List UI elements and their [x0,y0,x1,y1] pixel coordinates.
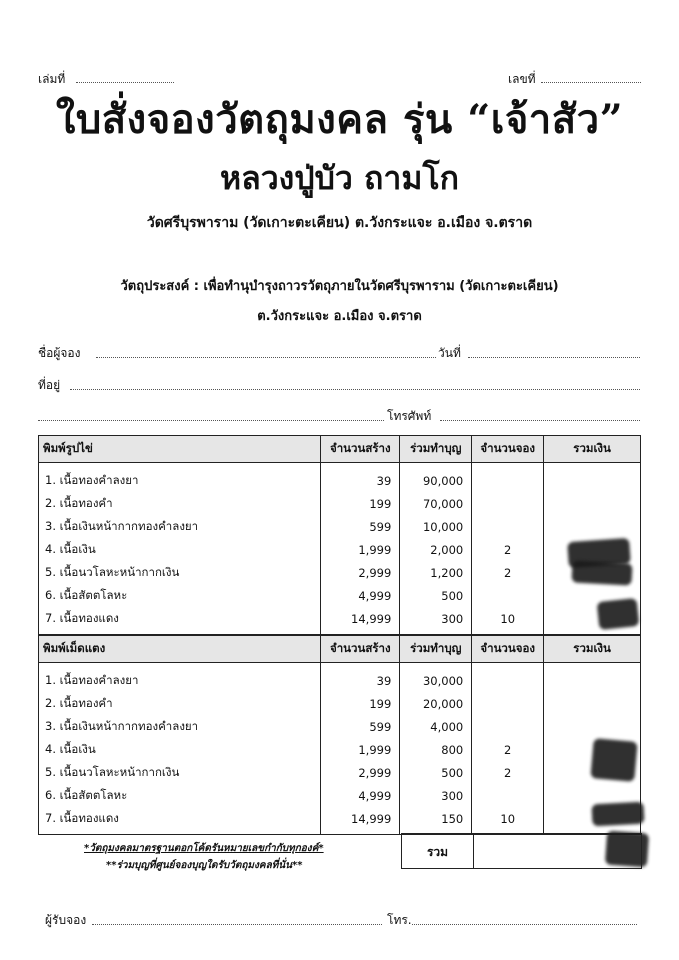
temple-address: วัดศรีบุรพาราม (วัดเกาะตะเคียน) ต.วังกระแจะ อ.เมือง จ.ตราด [146,215,533,231]
table-header-row [39,636,641,663]
row-total[interactable] [544,663,641,693]
col-total: รวมเงิน [544,436,641,463]
col-qty: จำนวนจอง [472,636,544,663]
made-count: 599 [321,515,400,538]
table-row [39,584,641,607]
divider [473,834,474,868]
item-name: 4. เนื้อเงิน [39,538,321,561]
table-row [39,492,641,515]
table-row [39,784,641,807]
row-total[interactable] [544,715,641,738]
address-label: ที่อยู่ [38,378,61,392]
table-row [39,515,641,538]
redaction-mark [571,560,632,585]
order-qty[interactable] [472,692,544,715]
made-count: 14,999 [321,607,400,635]
order-qty[interactable]: 2 [472,561,544,584]
table-row [39,807,641,835]
table-row [39,692,641,715]
made-count: 1,999 [321,738,400,761]
receiver-field[interactable] [92,924,382,925]
row-total[interactable] [544,492,641,515]
donation-amount: 300 [400,784,472,807]
donation-amount: 30,000 [400,663,472,693]
form-title: ใบสั่งจองวัตถุมงคล รุ่น “เจ้าสัว” [55,96,624,143]
made-count: 199 [321,692,400,715]
item-name: 7. เนื้อทองแดง [39,807,321,835]
note-pickup: **ร่วมบุญที่ศูนย์จองบุญใดรับวัตถุมงคลที่นั่น** [106,860,303,871]
col-model: พิมพ์เม็ดแตง [39,636,321,663]
made-count: 4,999 [321,584,400,607]
donation-amount: 90,000 [400,463,472,493]
donation-amount: 500 [400,761,472,784]
redaction-mark [590,738,637,782]
table-row [39,715,641,738]
item-name: 5. เนื้อนวโลหะหน้ากากเงิน [39,561,321,584]
order-qty[interactable]: 2 [472,761,544,784]
item-name: 2. เนื้อทองคำ [39,692,321,715]
date-label: วันที่ [438,346,461,360]
made-count: 4,999 [321,784,400,807]
table-row [39,463,641,493]
made-count: 2,999 [321,561,400,584]
donation-amount: 1,200 [400,561,472,584]
col-donate: ร่วมทำบุญ [400,436,472,463]
order-qty[interactable] [472,584,544,607]
melon-seed-model-table [38,635,641,835]
order-qty[interactable] [472,715,544,738]
book-number-field[interactable] [76,82,174,83]
row-total[interactable] [544,692,641,715]
order-qty[interactable]: 10 [472,607,544,635]
tel-label: โทร. [387,913,412,927]
table-row [39,538,641,561]
redaction-mark [597,598,640,630]
made-count: 14,999 [321,807,400,835]
table-row [39,561,641,584]
purpose-line-1: วัตถุประสงค์ : เพื่อทำนุบำรุงถาวรวัตถุภายในวัดศรีบุรพาราม (วัดเกาะตะเคียน) [120,279,559,294]
row-total[interactable] [544,463,641,493]
order-qty[interactable] [472,784,544,807]
table-row [39,663,641,693]
donation-amount: 2,000 [400,538,472,561]
table-row [39,761,641,784]
made-count: 39 [321,663,400,693]
name-label: ชื่อผู้จอง [38,346,81,360]
item-name: 6. เนื้อสัตตโลหะ [39,584,321,607]
made-count: 199 [321,492,400,515]
col-made: จำนวนสร้าง [321,636,400,663]
order-qty[interactable]: 10 [472,807,544,835]
item-name: 7. เนื้อทองแดง [39,607,321,635]
col-made: จำนวนสร้าง [321,436,400,463]
document-number-label: เลขที่ [508,72,536,86]
donation-amount: 500 [400,584,472,607]
made-count: 599 [321,715,400,738]
item-name: 3. เนื้อเงินหน้ากากทองคำลงยา [39,515,321,538]
receiver-label: ผู้รับจอง [45,913,87,927]
order-qty[interactable]: 2 [472,538,544,561]
donation-amount: 20,000 [400,692,472,715]
item-name: 4. เนื้อเงิน [39,738,321,761]
note-serial-number: *วัตถุมงคลมาตรฐานตอกโค้ดรันหมายเลขกำกับทุกองค์* [84,843,324,854]
item-name: 3. เนื้อเงินหน้ากากทองคำลงยา [39,715,321,738]
item-name: 6. เนื้อสัตตโลหะ [39,784,321,807]
order-qty[interactable] [472,663,544,693]
row-total[interactable] [544,515,641,538]
col-donate: ร่วมทำบุญ [400,636,472,663]
made-count: 1,999 [321,538,400,561]
grand-total-label: รวม [426,845,449,859]
item-name: 1. เนื้อทองคำลงยา [39,663,321,693]
form-subtitle: หลวงปู่บัว ถามโก [219,159,460,197]
date-field[interactable] [468,357,640,358]
col-model: พิมพ์รูปไข่ [39,436,321,463]
table-header-row [39,436,641,463]
donation-amount: 10,000 [400,515,472,538]
item-name: 2. เนื้อทองคำ [39,492,321,515]
donation-amount: 150 [400,807,472,835]
made-count: 2,999 [321,761,400,784]
purpose-line-2: ต.วังกระแจะ อ.เมือง จ.ตราด [257,309,422,324]
donation-amount: 300 [400,607,472,635]
oval-model-table [38,435,641,635]
table-row [39,607,641,635]
address-field[interactable] [70,389,640,390]
phone-label: โทรศัพท์ [387,409,432,423]
order-qty[interactable]: 2 [472,738,544,761]
donation-amount: 70,000 [400,492,472,515]
donation-amount: 800 [400,738,472,761]
order-qty[interactable] [472,492,544,515]
col-qty: จำนวนจอง [472,436,544,463]
address-field-2[interactable] [38,420,384,421]
col-total: รวมเงิน [544,636,641,663]
donation-amount: 4,000 [400,715,472,738]
document-number-field[interactable] [541,82,641,83]
item-name: 5. เนื้อนวโลหะหน้ากากเงิน [39,761,321,784]
phone-field[interactable] [440,420,640,421]
book-number-label: เล่มที่ [38,72,66,86]
grand-total-box [401,833,642,869]
made-count: 39 [321,463,400,493]
item-name: 1. เนื้อทองคำลงยา [39,463,321,493]
tel-field[interactable] [412,924,637,925]
order-qty[interactable] [472,463,544,493]
redaction-mark [591,802,644,827]
table-row [39,738,641,761]
order-qty[interactable] [472,515,544,538]
name-field[interactable] [96,357,436,358]
